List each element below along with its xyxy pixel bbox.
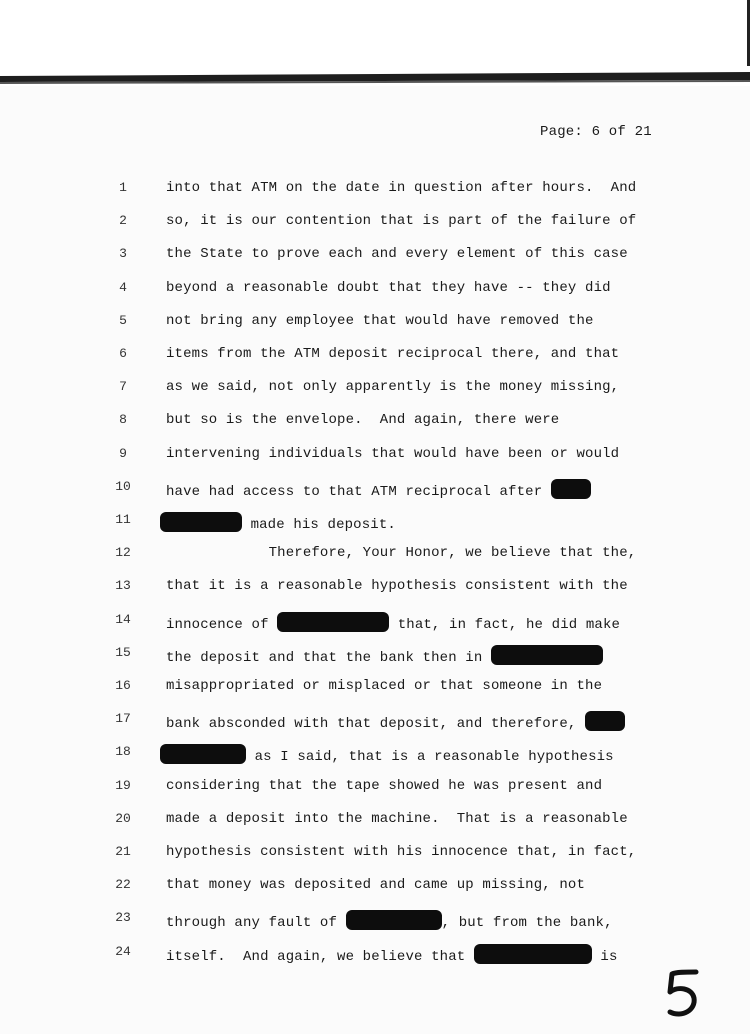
line-text bbox=[166, 346, 619, 362]
line-text-segment: , but from the bank, bbox=[441, 915, 613, 932]
line-text bbox=[166, 844, 636, 860]
transcript-line bbox=[0, 446, 750, 468]
line-number: 13 bbox=[115, 578, 131, 594]
redaction-bar bbox=[277, 612, 389, 632]
line-text bbox=[166, 578, 628, 594]
line-number: 20 bbox=[115, 810, 131, 826]
transcript-line bbox=[0, 213, 750, 235]
line-text-segment: misappropriated or misplaced or that someone in the bbox=[166, 678, 603, 694]
line-text-segment: that, in fact, he did make bbox=[389, 616, 621, 633]
redaction-bar bbox=[585, 711, 625, 731]
line-number: 23 bbox=[115, 910, 131, 926]
line-number: 15 bbox=[115, 644, 131, 660]
transcript-line bbox=[0, 678, 750, 700]
transcript-line bbox=[0, 512, 750, 534]
transcript-line bbox=[0, 545, 750, 567]
line-text bbox=[160, 512, 396, 533]
line-text bbox=[166, 180, 636, 196]
line-text bbox=[166, 280, 611, 296]
line-text-segment: considering that the tape showed he was present and bbox=[166, 777, 603, 794]
transcript-line bbox=[0, 744, 750, 766]
line-text-segment: but so is the envelope. And again, there were bbox=[166, 412, 560, 429]
line-number: 18 bbox=[115, 744, 131, 760]
transcript-line bbox=[0, 877, 750, 899]
line-text bbox=[166, 479, 591, 500]
redaction-bar bbox=[551, 479, 591, 499]
transcript-line bbox=[0, 811, 750, 833]
scan-top-margin bbox=[0, 0, 750, 66]
transcript-line bbox=[0, 180, 750, 202]
line-number: 11 bbox=[115, 512, 131, 527]
line-number: 4 bbox=[119, 279, 127, 295]
line-text bbox=[166, 612, 620, 633]
transcript-line bbox=[0, 910, 750, 932]
line-number: 22 bbox=[115, 877, 131, 893]
transcript-line bbox=[0, 778, 750, 800]
line-number: 7 bbox=[119, 379, 127, 395]
transcript-line bbox=[0, 346, 750, 368]
line-number: 16 bbox=[115, 678, 131, 693]
line-number: 6 bbox=[119, 346, 127, 361]
transcript-line bbox=[0, 412, 750, 434]
line-text-segment: the State to prove each and every element of this case bbox=[166, 246, 628, 263]
line-text-segment: itself. And again, we believe that bbox=[166, 948, 474, 965]
line-text-segment: that it is a reasonable hypothesis consistent with the bbox=[166, 578, 628, 595]
line-number: 10 bbox=[115, 478, 131, 494]
line-text bbox=[166, 910, 613, 931]
line-text-segment: made a deposit into the machine. That is a reasonable bbox=[166, 810, 628, 827]
line-text bbox=[166, 645, 603, 666]
line-text-segment: have had access to that ATM reciprocal after bbox=[166, 483, 543, 500]
line-text bbox=[166, 246, 628, 262]
line-text-segment: is bbox=[591, 948, 618, 965]
line-text bbox=[166, 446, 619, 462]
line-text-segment: as I said, that is a reasonable hypothesis bbox=[254, 749, 614, 766]
line-text bbox=[166, 313, 594, 329]
line-number: 3 bbox=[119, 246, 127, 262]
transcript-line bbox=[0, 379, 750, 401]
line-text-segment: bank absconded with that deposit, and therefore, bbox=[166, 716, 577, 733]
line-text-segment: through any fault of bbox=[166, 915, 346, 932]
line-number: 8 bbox=[119, 412, 127, 428]
line-text bbox=[166, 778, 602, 794]
line-text-segment: that money was deposited and came up missing, not bbox=[166, 877, 586, 894]
transcript-line bbox=[0, 578, 750, 600]
redaction-bar bbox=[160, 512, 242, 532]
line-text-segment: items from the ATM deposit reciprocal there, and that bbox=[166, 346, 620, 362]
transcript-line bbox=[0, 313, 750, 335]
redaction-bar bbox=[160, 744, 246, 764]
line-number: 24 bbox=[115, 943, 131, 959]
handwritten-page-mark bbox=[662, 966, 706, 1027]
line-number: 21 bbox=[115, 844, 131, 859]
line-text-segment: not bring any employee that would have removed the bbox=[166, 312, 594, 329]
line-text-segment: Therefore, Your Honor, we believe that the, bbox=[166, 545, 637, 562]
line-text bbox=[166, 877, 585, 893]
transcript-line bbox=[0, 711, 750, 733]
line-text-segment: the deposit and that the bank then in bbox=[166, 649, 483, 666]
line-number: 9 bbox=[119, 445, 127, 461]
line-text bbox=[166, 545, 636, 561]
transcript-line bbox=[0, 280, 750, 302]
line-text-segment: as we said, not only apparently is the money missing, bbox=[166, 379, 620, 396]
line-text bbox=[160, 744, 614, 765]
redaction-bar bbox=[474, 944, 592, 964]
line-text bbox=[166, 412, 559, 428]
line-number: 19 bbox=[115, 777, 131, 793]
line-text bbox=[166, 678, 602, 694]
transcript-line bbox=[0, 844, 750, 866]
redaction-bar bbox=[491, 645, 603, 665]
line-text bbox=[166, 944, 618, 965]
line-number: 14 bbox=[115, 611, 131, 627]
page-number: Page: 6 of 21 bbox=[540, 124, 652, 140]
line-text-segment: made his deposit. bbox=[250, 517, 396, 533]
transcript-line bbox=[0, 246, 750, 268]
transcript-line bbox=[0, 612, 750, 634]
line-text-segment: so, it is our contention that is part of the failure of bbox=[166, 213, 637, 230]
line-text bbox=[166, 811, 628, 827]
line-text-segment: innocence of bbox=[166, 616, 278, 633]
line-number: 5 bbox=[119, 312, 127, 328]
line-text-segment: beyond a reasonable doubt that they have -- they did bbox=[166, 279, 611, 296]
line-text bbox=[166, 711, 625, 732]
line-text-segment: into that ATM on the date in question after hours. And bbox=[166, 180, 637, 196]
line-number: 17 bbox=[115, 711, 131, 727]
line-text bbox=[166, 379, 619, 395]
line-number: 1 bbox=[119, 180, 127, 195]
line-number: 2 bbox=[119, 213, 127, 229]
transcript-line bbox=[0, 944, 750, 966]
transcript-line bbox=[0, 645, 750, 667]
redaction-bar bbox=[346, 910, 442, 930]
scan-shadow-rule bbox=[0, 66, 750, 86]
line-number: 12 bbox=[115, 545, 131, 561]
line-text bbox=[166, 213, 636, 229]
transcript-line bbox=[0, 479, 750, 501]
line-text-segment: hypothesis consistent with his innocence that, in fact, bbox=[166, 844, 637, 860]
line-text-segment: intervening individuals that would have been or would bbox=[166, 445, 620, 462]
